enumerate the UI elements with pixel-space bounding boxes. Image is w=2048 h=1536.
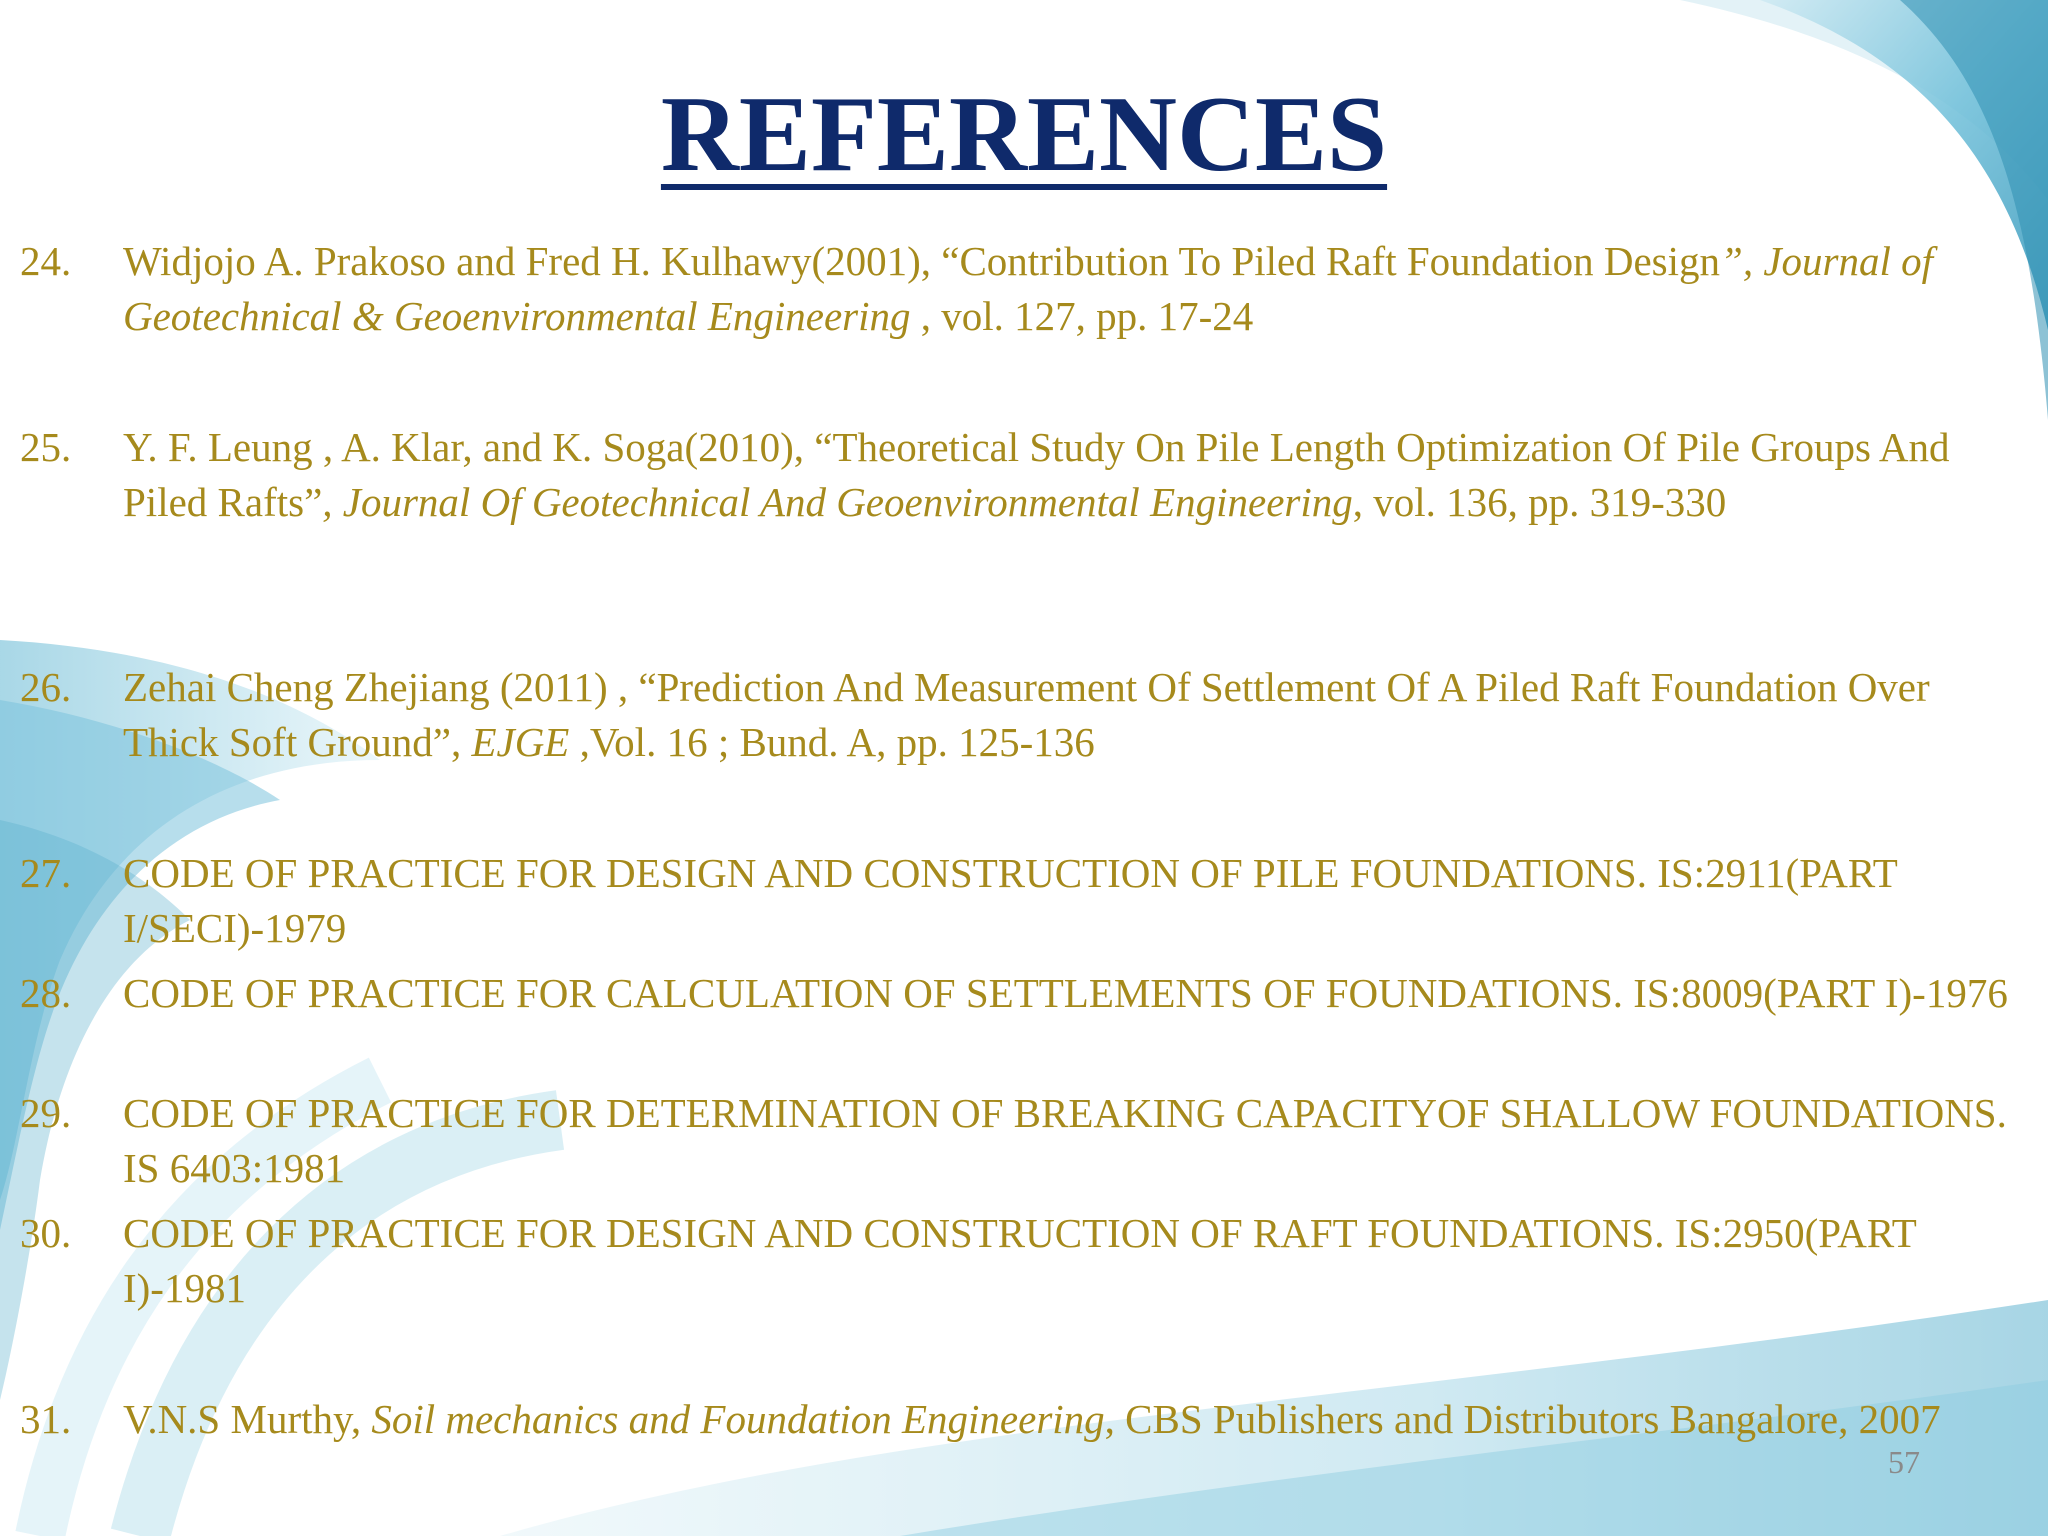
- reference-number: 25.: [20, 424, 72, 470]
- reference-item: [20, 846, 2010, 956]
- title-text: REFERENCES: [660, 75, 1388, 194]
- reference-number: 26.: [20, 664, 72, 710]
- reference-item: [20, 234, 2010, 344]
- reference-number: 29.: [20, 1090, 72, 1136]
- page-number: 57: [1888, 1444, 1920, 1480]
- reference-number: 24.: [20, 238, 72, 284]
- reference-text: CODE OF PRACTICE FOR DETERMINATION OF BREAKING CAPACITYOF SHALLOW FOUNDATIONS. IS 6403:1981: [123, 1090, 2007, 1191]
- reference-text: Widjojo A. Prakoso and Fred H. Kulhawy(2001), “Contribution To Piled Raft Foundation Design”, Journal of Geotechnical & Geoenvironmental Engineering , vol. 127, pp. 17-24: [123, 238, 1934, 339]
- reference-number: 31.: [20, 1396, 72, 1442]
- reference-text: Y. F. Leung , A. Klar, and K. Soga(2010), “Theoretical Study On Pile Length Optimization Of Pile Groups And Piled Rafts”, Journal Of Geotechnical And Geoenvironmental Engineering, vol. 136, pp. 319-330: [123, 424, 1950, 525]
- reference-text: CODE OF PRACTICE FOR DESIGN AND CONSTRUCTION OF PILE FOUNDATIONS. IS:2911(PART I/SECI)-1979: [123, 850, 1898, 951]
- reference-item: [20, 1086, 2010, 1196]
- reference-number: 30.: [20, 1210, 72, 1256]
- reference-text: Zehai Cheng Zhejiang (2011) , “Prediction And Measurement Of Settlement Of A Piled Raft Foundation Over Thick Soft Ground”, EJGE ,Vol. 16 ; Bund. A, pp. 125-136: [123, 664, 1930, 765]
- reference-item: [20, 1392, 2010, 1447]
- reference-number: 27.: [20, 850, 72, 896]
- reference-item: [20, 420, 2010, 530]
- reference-text: CODE OF PRACTICE FOR DESIGN AND CONSTRUCTION OF RAFT FOUNDATIONS. IS:2950(PART I)-1981: [123, 1210, 1917, 1311]
- reference-text: V.N.S Murthy, Soil mechanics and Foundation Engineering, CBS Publishers and Distributors Bangalore, 2007: [123, 1396, 1941, 1442]
- reference-item: [20, 660, 2010, 770]
- reference-item: [20, 966, 2010, 1021]
- reference-item: [20, 1206, 2010, 1316]
- reference-number: 28.: [20, 970, 72, 1016]
- reference-text: CODE OF PRACTICE FOR CALCULATION OF SETTLEMENTS OF FOUNDATIONS. IS:8009(PART I)-1976: [123, 970, 2008, 1016]
